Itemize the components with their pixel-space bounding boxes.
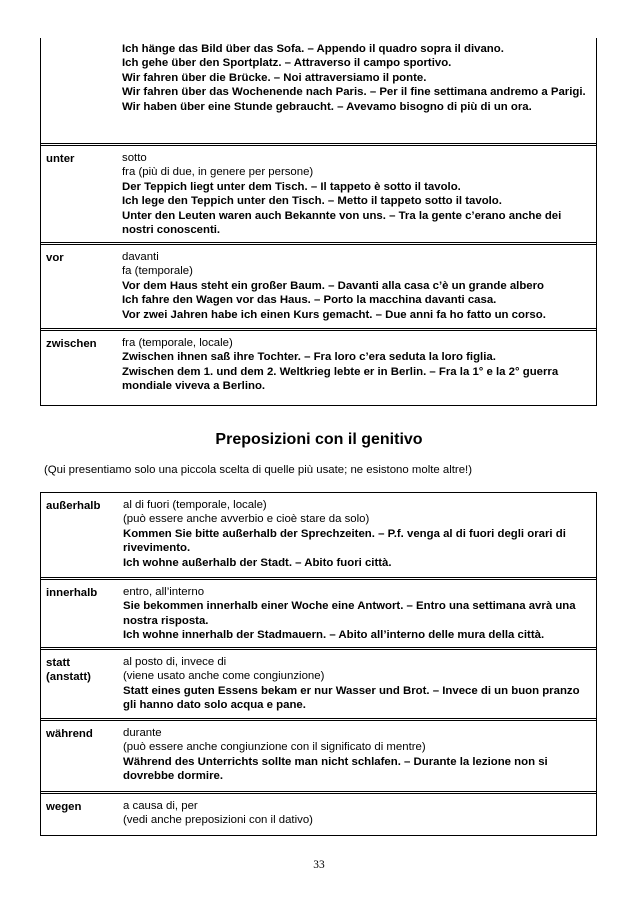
dative-prepositions-table: [40, 38, 597, 406]
translation-line: (può essere anche congiunzione con il significato di mentre): [123, 741, 426, 754]
example-line: Wir fahren über die Brücke. – Noi attraversiamo il ponte.: [122, 71, 427, 84]
translation-line: durante: [123, 727, 162, 739]
translation-line: (può essere anche avverbio e cioè stare da solo): [123, 513, 370, 526]
translation-line: davanti: [122, 251, 159, 263]
example-line: Während des Unterrichts sollte man nicht schlafen. – Durante la lezione non si dovrebbe dormire.: [123, 755, 548, 783]
section-intro: (Qui presentiamo solo una piccola scelta di quelle più usate; ne esistono molte altre!): [44, 464, 473, 476]
table-row: [41, 493, 596, 577]
preposition-description: [122, 245, 596, 332]
example-line: Sie bekommen innerhalb einer Woche eine Antwort. – Entro una settimana avrà una nostra risposta.: [123, 600, 576, 627]
example-line: Ich gehe über den Sportplatz. – Attraverso il campo sportivo.: [122, 57, 452, 70]
translation-line: sotto: [122, 152, 147, 164]
example-line: Ich lege den Teppich unter den Tisch. – Metto il tappeto sotto il tavolo.: [122, 195, 502, 208]
translation-line: fra (più di due, in genere per persone): [122, 166, 314, 179]
example-line: Zwischen ihnen saß ihre Tochter. – Fra loro c’era seduta la loro figlia.: [122, 351, 496, 364]
table-row: [41, 242, 596, 328]
translation-line: a causa di, per: [123, 800, 198, 812]
page-number: 33: [313, 859, 325, 871]
preposition-term: während: [46, 728, 93, 740]
translation-line: fra (temporale, locale): [122, 337, 233, 349]
preposition-description: [123, 580, 596, 653]
example-line: Der Teppich liegt unter dem Tisch. – Il tappeto è sotto il tavolo.: [122, 180, 461, 193]
example-line: Ich fahre den Wagen vor das Haus. – Porto la macchina davanti casa.: [122, 294, 497, 307]
table-row: [41, 577, 596, 647]
example-line: Kommen Sie bitte außerhalb der Sprechzeiten. – P.f. venga al di fuori degli orari di rivevimento.: [123, 527, 566, 555]
preposition-description: [123, 650, 596, 723]
translation-line: (viene usato anche come congiunzione): [123, 670, 325, 683]
example-line: Ich wohne innerhalb der Stadmauern. – Abito all’interno delle mura della città.: [123, 629, 545, 642]
preposition-description: [122, 331, 596, 404]
preposition-term: statt (anstatt): [46, 657, 91, 684]
example-line: Ich wohne außerhalb der Stadt. – Abito fuori città.: [123, 556, 392, 569]
table-row: [41, 791, 596, 835]
example-line: Ich hänge das Bild über das Sofa. – Appendo il quadro sopra il divano.: [122, 43, 504, 55]
table-row: [41, 328, 596, 405]
example-line: Unter den Leuten waren auch Bekannte von uns. – Tra la gente c’erano anche dei nostri conoscenti.: [122, 209, 562, 237]
translation-line: fa (temporale): [122, 265, 193, 278]
preposition-description: [122, 38, 596, 124]
genitive-prepositions-table: [40, 492, 597, 836]
example-line: Statt eines guten Essens bekam er nur Wasser und Brot. – Invece di un buon pranzo gli hanno dato solo acqua e pane.: [123, 684, 580, 712]
example-line: Vor dem Haus steht ein großer Baum. – Davanti alla casa c’è un grande albero: [122, 279, 545, 292]
preposition-description: [123, 493, 596, 580]
translation-line: al posto di, invece di: [123, 656, 227, 668]
preposition-term: innerhalb: [46, 587, 98, 599]
table-row: [41, 718, 596, 791]
example-line: Wir fahren über das Wochenende nach Paris. – Per il fine settimana andremo a Parigi.: [122, 86, 586, 99]
preposition-term: unter: [46, 153, 75, 165]
example-line: Wir haben über eine Stunde gebraucht. – Avevamo bisogno di più di un ora.: [122, 100, 532, 113]
translation-line: al di fuori (temporale, locale): [123, 499, 267, 511]
translation-line: entro, all’interno: [123, 586, 205, 598]
preposition-description: [123, 721, 596, 794]
table-row: [41, 143, 596, 242]
table-row: [41, 647, 596, 718]
section-heading: Preposizioni con il genitivo: [215, 431, 423, 448]
preposition-term: außerhalb: [46, 500, 101, 512]
preposition-term: vor: [46, 252, 64, 264]
preposition-description: [122, 146, 596, 247]
example-line: Vor zwei Jahren habe ich einen Kurs gemacht. – Due anni fa ho fatto un corso.: [122, 308, 546, 321]
example-line: Zwischen dem 1. und dem 2. Weltkrieg lebte er in Berlin. – Fra la 1° e la 2° guerra mondiale viveva a Berlino.: [122, 365, 559, 393]
preposition-description: [123, 794, 596, 838]
preposition-term: zwischen: [46, 338, 97, 350]
preposition-term: wegen: [46, 801, 82, 813]
translation-line: (vedi anche preposizioni con il dativo): [123, 814, 313, 827]
table-row: [41, 38, 596, 143]
